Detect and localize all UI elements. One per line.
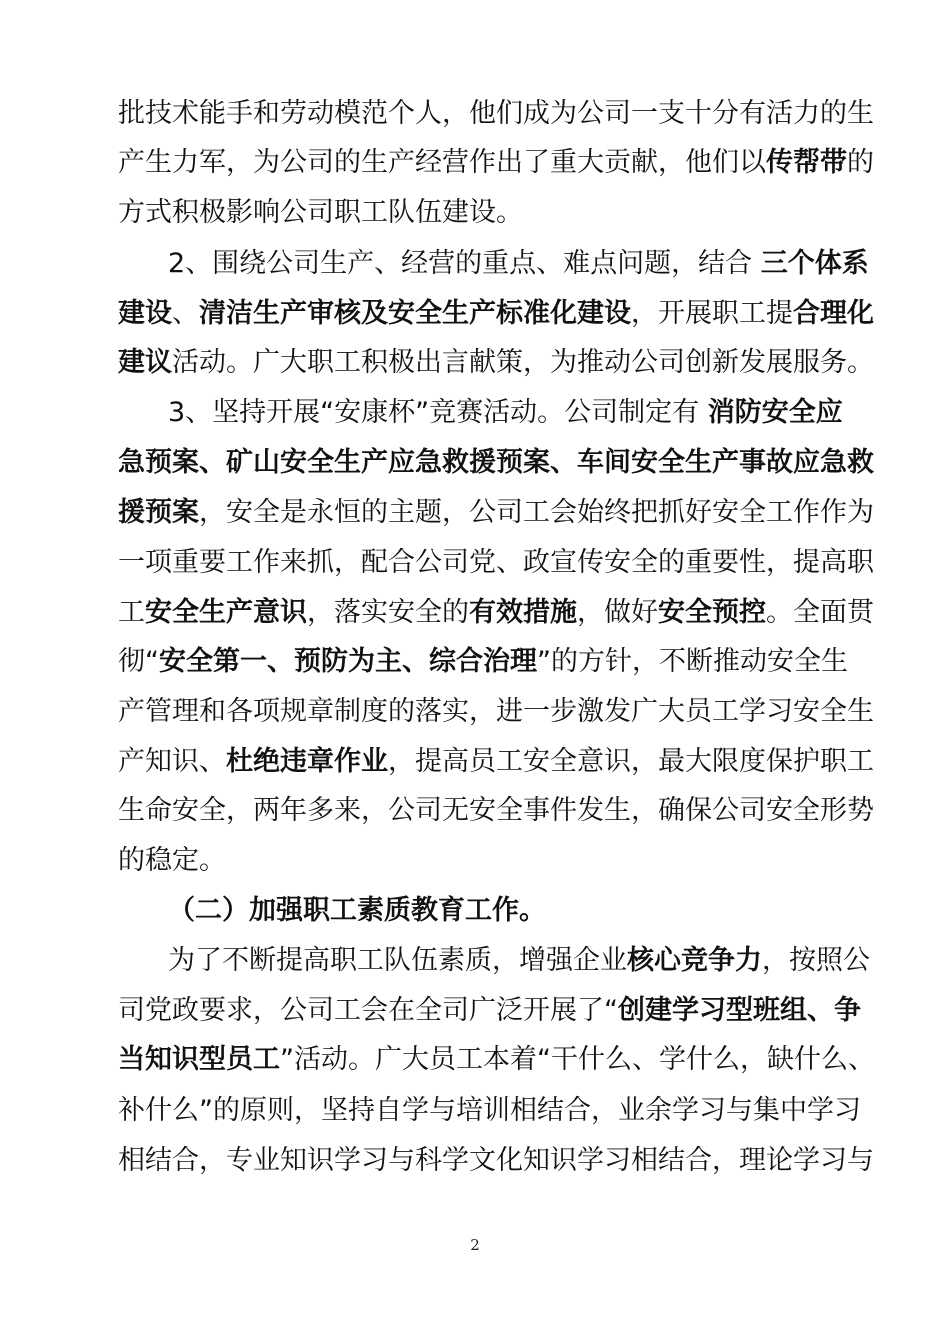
text-run: 的 [847, 147, 874, 178]
text-run: 补什么”的原则，坚持自学与培训相结合，业余学习与集中学习 [118, 1095, 861, 1126]
paragraph-line [118, 737, 874, 787]
text-run: ，按照公 [762, 945, 870, 976]
text-run: 活动。广大职工积极出言献策，为推动公司创新发展服务。 [172, 347, 874, 378]
text-run: 相结合，专业知识学习与科学文化知识学习相结合，理论学习与 [118, 1145, 874, 1176]
text-run: 产管理和各项规章制度的落实，进一步激发广大员工学习安全生 [118, 696, 874, 727]
text-run: 为了不断提高职工队伍素质，增强企业 [168, 945, 627, 976]
text-run: 产生力军，为公司的生产经营作出了重大贡献，他们以 [118, 147, 766, 178]
paragraph-line [118, 1035, 875, 1085]
bold-text: 安全第一、预防为主、综合治理 [159, 646, 537, 677]
bold-text: 有效措施 [469, 597, 577, 628]
bold-text: 建议 [118, 347, 172, 378]
text-run: ”活动。广大员工本着“干什么、学什么，缺什么、 [280, 1044, 875, 1075]
text-run: ，提高员工安全意识，最大限度保护职工 [388, 746, 874, 777]
bold-text: 当知识型员工 [118, 1044, 280, 1075]
text-run: 司党政要求，公司工会在全司广泛开展了“ [118, 995, 618, 1026]
paragraph-line [118, 637, 848, 687]
text-run: ，安全是永恒的主题，公司工会始终把抓好安全工作作为 [199, 497, 874, 528]
paragraph-line [118, 438, 874, 488]
bold-text: 传帮带 [766, 147, 847, 178]
text-run: 批技术能手和劳动模范个人，他们成为公司一支十分有活力的生 [118, 98, 874, 129]
paragraph-line [168, 239, 869, 289]
paragraph-line [168, 936, 870, 986]
paragraph-line [168, 388, 843, 438]
text-run: 方式积极影响公司职工队伍建设。 [118, 197, 523, 228]
text-run: ，开展职工提 [631, 298, 793, 329]
bold-text: （二）加强职工素质教育工作。 [168, 895, 546, 926]
bold-text: 三个体系 [760, 248, 869, 279]
paragraph-line [118, 986, 861, 1036]
page-number: 2 [470, 1236, 480, 1254]
paragraph-line [168, 886, 546, 936]
text-run: 一项重要工作来抓，配合公司党、政宣传安全的重要性，提高职 [118, 547, 874, 578]
paragraph-line [118, 138, 874, 188]
text-run: 产知识、 [118, 746, 226, 777]
text-run: 工 [118, 597, 145, 628]
text-run: 2、围绕公司生产、经营的重点、难点问题，结合 [168, 248, 761, 279]
bold-text: 消防安全应 [707, 397, 843, 428]
paragraph-line [118, 687, 874, 737]
bold-text: 安全预控 [658, 597, 766, 628]
bold-text: 清洁生产审核及安全生产标准化建设 [199, 298, 631, 329]
bold-text: 核心竞争力 [627, 945, 762, 976]
bold-text: 安全生产意识 [145, 597, 307, 628]
paragraph-line [118, 836, 226, 886]
text-run: 、 [172, 298, 199, 329]
paragraph-line [118, 188, 523, 238]
bold-text: 合理化 [793, 298, 874, 329]
paragraph-line [118, 289, 874, 339]
bold-text: 杜绝违章作业 [226, 746, 388, 777]
text-run: ”的方针，不断推动安全生 [537, 646, 848, 677]
text-run: ，做好 [577, 597, 658, 628]
bold-text: 建设 [118, 298, 172, 329]
text-run: ，落实安全的 [307, 597, 469, 628]
paragraph-line [118, 1136, 874, 1186]
paragraph-line [118, 89, 874, 139]
paragraph-line [118, 338, 874, 388]
paragraph-line [118, 488, 874, 538]
bold-text: 急预案、矿山安全生产应急救援预案、车间安全生产事故应急救 [118, 447, 874, 478]
text-run: 。全面贯 [766, 597, 874, 628]
text-run: 3、坚持开展“安康杯”竞赛活动。公司制定有 [168, 397, 708, 428]
text-run: 彻“ [118, 646, 159, 677]
paragraph-line [118, 538, 874, 588]
bold-text: 创建学习型班组、争 [618, 995, 861, 1026]
bold-text: 援预案 [118, 497, 199, 528]
text-run: 的稳定。 [118, 845, 226, 876]
paragraph-line [118, 588, 874, 638]
paragraph-line [118, 786, 874, 836]
paragraph-line [118, 1086, 861, 1136]
text-run: 生命安全，两年多来，公司无安全事件发生，确保公司安全形势 [118, 795, 874, 826]
